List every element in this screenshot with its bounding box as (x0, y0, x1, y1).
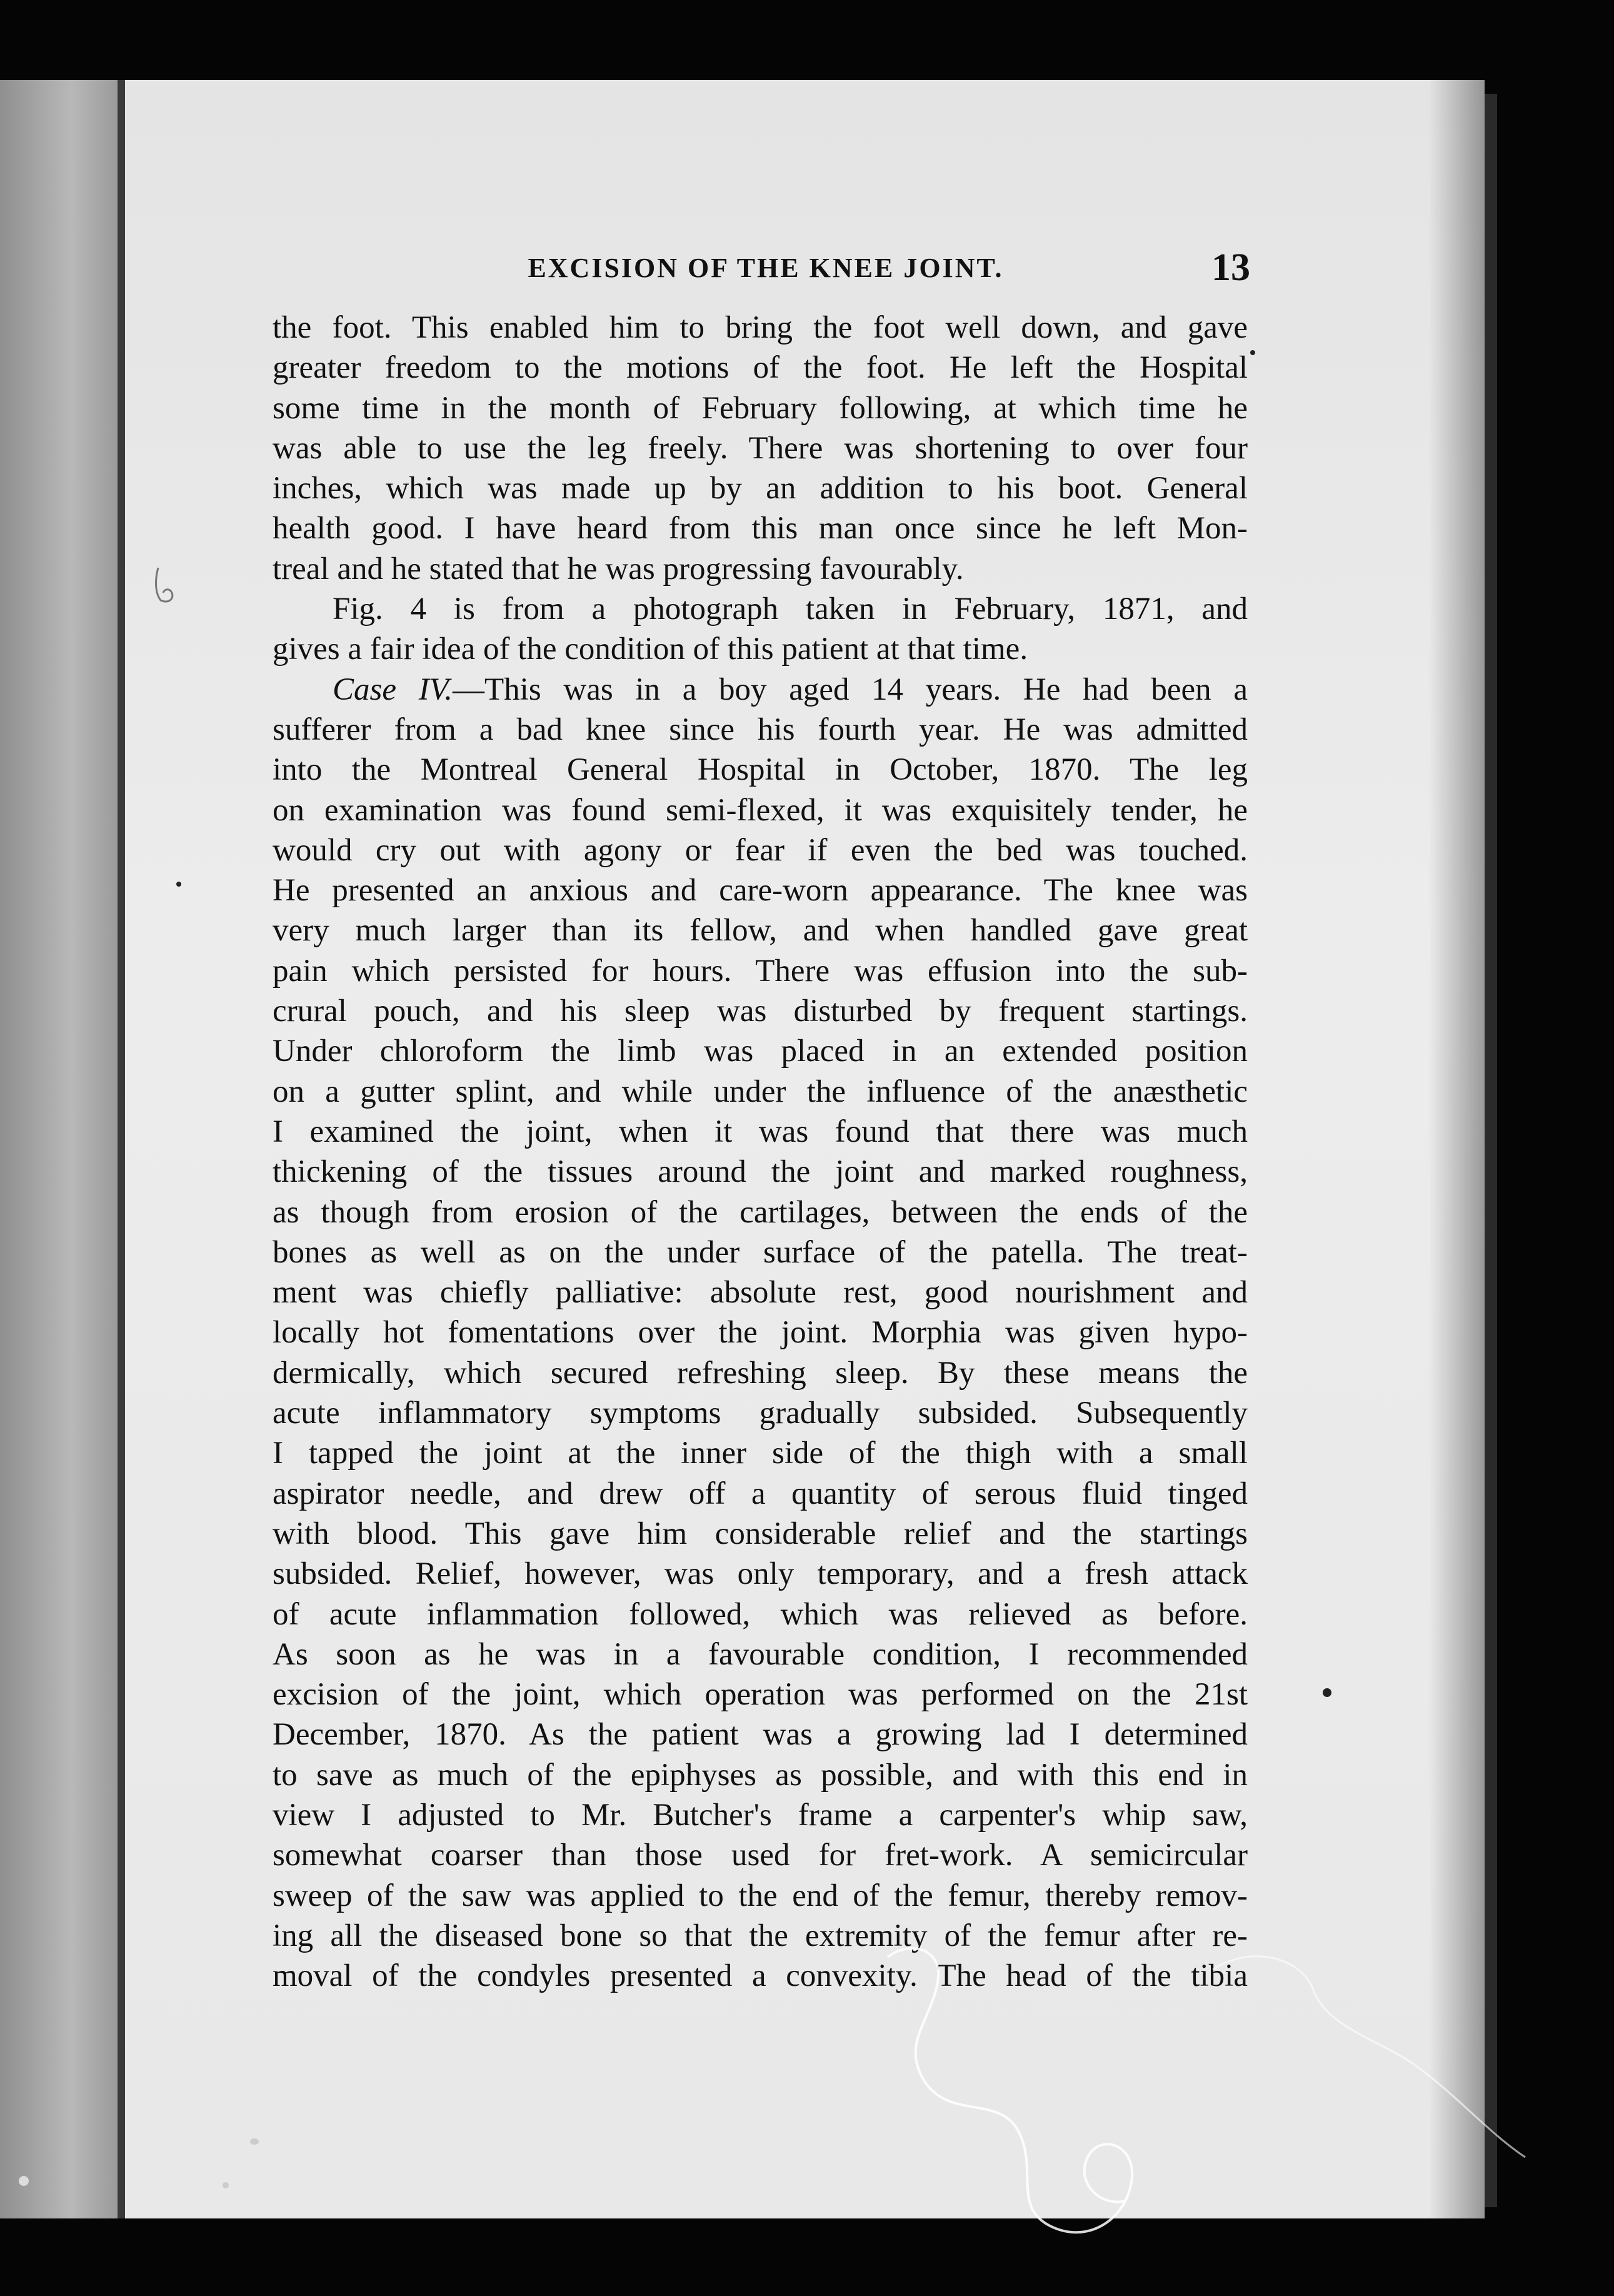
text-line: on a gutter splint, and while under the influence of the anæsthetic (273, 1074, 1248, 1109)
text-line: As soon as he was in a favourable condition, I recommended (273, 1636, 1248, 1672)
text-line: some time in the month of February following, at which time he (273, 390, 1248, 426)
text-line: crural pouch, and his sleep was disturbed by frequent startings. (273, 994, 1248, 1029)
text-line: aspirator needle, and drew off a quantity of serous fluid tinged (273, 1476, 1248, 1511)
text-line: to save as much of the epiphyses as possible, and with this end in (273, 1757, 1248, 1793)
running-head (275, 243, 1250, 293)
text-line: view I adjusted to Mr. Butcher's frame a carpenter's whip saw, (273, 1797, 1248, 1833)
text-line: very much larger than its fellow, and when handled gave great (273, 913, 1248, 949)
text-line: somewhat coarser than those used for fret-work. A semicircular (273, 1838, 1248, 1873)
dust-speck (223, 2182, 229, 2188)
text-line: ment was chiefly palliative: absolute rest, good nourishment and (273, 1275, 1248, 1311)
text-line: ing all the diseased bone so that the extremity of the femur after re- (273, 1918, 1248, 1953)
case-label: Case IV. (333, 672, 453, 707)
text-line: was able to use the leg freely. There was shortening to over four (273, 430, 1248, 466)
text-line: —This was in a boy aged 14 years. He had been a (453, 672, 1248, 707)
page-number: 13 (1211, 246, 1250, 289)
text-line: the foot. This enabled him to bring the foot well down, and gave (273, 310, 1248, 345)
text-line: I tapped the joint at the inner side of the thigh with a small (273, 1436, 1248, 1471)
page-right-border (1485, 94, 1497, 2207)
text-line: bones as well as on the under surface of the patella. The treat- (273, 1234, 1248, 1270)
body-text (273, 308, 1248, 1996)
text-line: dermically, which secured refreshing sleep. By these means the (273, 1355, 1248, 1391)
case-iv-paragraph-start (273, 670, 1248, 710)
pencil-scribble (863, 1932, 1538, 2257)
dust-speck (1323, 1688, 1331, 1697)
text-line: health good. I have heard from this man once since he left Mon- (273, 511, 1248, 546)
text-line: gives a fair idea of the condition of this patient at that time. (273, 632, 1028, 667)
text-line: excision of the joint, which operation was performed on the 21st (273, 1677, 1248, 1713)
text-line: sweep of the saw was applied to the end of the femur, thereby remov- (273, 1878, 1248, 1913)
text-line: subsided. Relief, however, was only temporary, and a fresh attack (273, 1556, 1248, 1592)
text-line: He presented an anxious and care-worn appearance. The knee was (273, 873, 1248, 909)
page-edge-shadow (1428, 80, 1485, 2218)
text-line: into the Montreal General Hospital in October, 1870. The leg (273, 752, 1248, 788)
text-line: treal and he stated that he was progressing favourably. (273, 551, 964, 587)
text-line: pain which persisted for hours. There was effusion into the sub- (273, 953, 1248, 989)
running-title: EXCISION OF THE KNEE JOINT. (528, 252, 1004, 283)
margin-pencil-mark (147, 563, 184, 607)
facing-page-edge (0, 80, 119, 2218)
dust-speck (250, 2138, 259, 2145)
text-line: of acute inflammation followed, which was relieved as before. (273, 1596, 1248, 1632)
text-line: would cry out with agony or fear if even the bed was touched. (273, 832, 1248, 868)
text-line: locally hot fomentations over the joint. Morphia was given hypo- (273, 1315, 1248, 1351)
text-line: inches, which was made up by an addition to his boot. General (273, 471, 1248, 506)
text-line: thickening of the tissues around the joint and marked roughness, (273, 1154, 1248, 1190)
text-line: Under chloroform the limb was placed in an extended position (273, 1034, 1248, 1069)
text-line: December, 1870. As the patient was a growing lad I determined (273, 1717, 1248, 1753)
dust-speck (19, 2176, 29, 2186)
gutter-shadow (118, 80, 125, 2218)
text-line: I examined the joint, when it was found that there was much (273, 1114, 1248, 1149)
text-line: greater freedom to the motions of the foot. He left the Hospital (273, 350, 1248, 386)
text-line: acute inflammatory symptoms gradually subsided. Subsequently (273, 1396, 1248, 1431)
text-line: with blood. This gave him considerable relief and the startings (273, 1516, 1248, 1551)
text-line: Fig. 4 is from a photograph taken in February, 1871, and (333, 592, 1248, 627)
text-line: sufferer from a bad knee since his fourth year. He was admitted (273, 712, 1248, 747)
dust-speck (1250, 350, 1255, 355)
text-line: on examination was found semi-flexed, it was exquisitely tender, he (273, 792, 1248, 828)
dust-speck (176, 882, 181, 887)
text-line: as though from erosion of the cartilages, between the ends of the (273, 1194, 1248, 1230)
text-line: moval of the condyles presented a convexity. The head of the tibia (273, 1958, 1248, 1994)
